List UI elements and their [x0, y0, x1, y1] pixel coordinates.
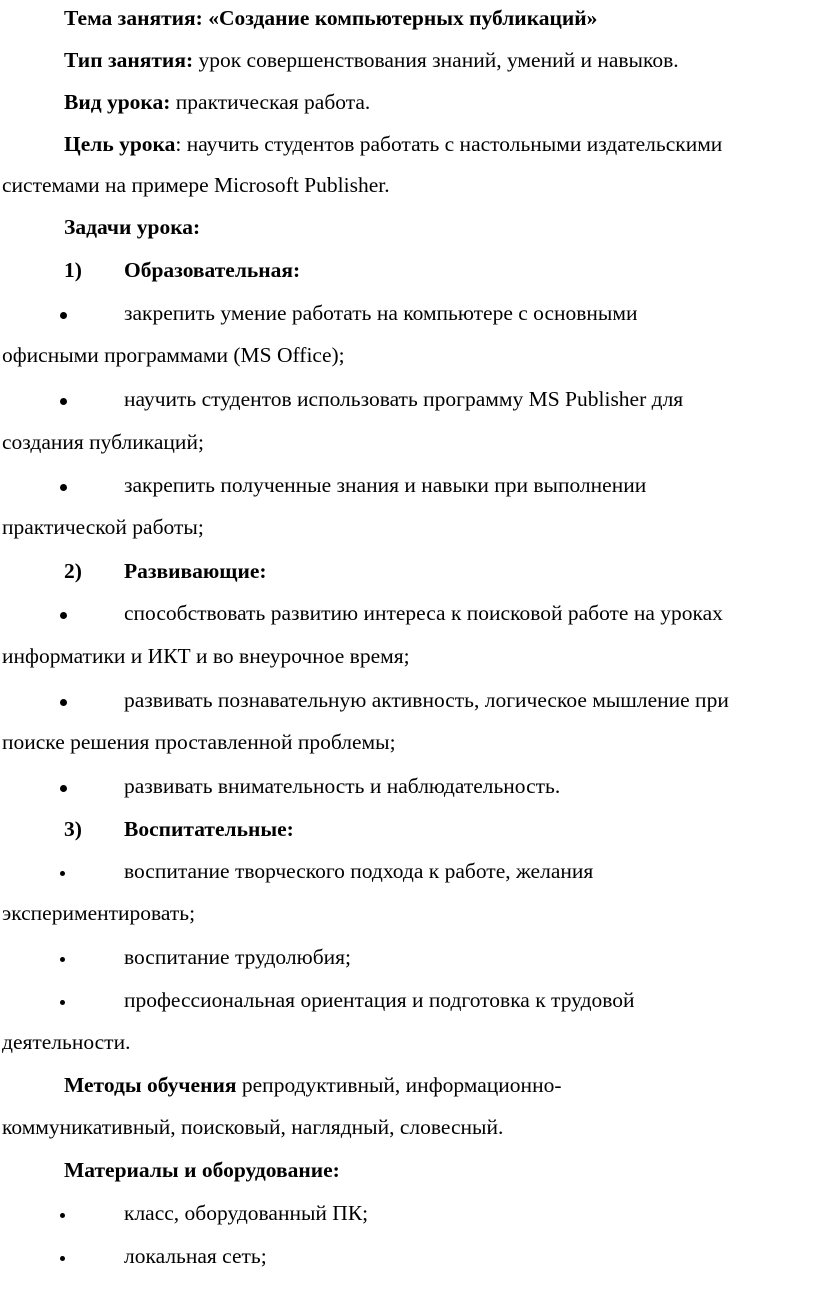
section-1-item-1-line1: закрепить умение работать на компьютере с основными	[124, 301, 638, 325]
goal-line	[64, 131, 722, 157]
section-1-item-2-line1: научить студентов использовать программу MS Publisher для	[124, 387, 684, 411]
goal-label: Цель урока	[64, 132, 176, 156]
bullet-icon	[60, 987, 65, 1013]
methods-text-line1: репродуктивный, информационно-	[236, 1073, 562, 1097]
section-1-item-1-line2: офисными программами (MS Office);	[2, 343, 345, 367]
section-1-item-3-line1: закрепить полученные знания и навыки при выполнении	[124, 473, 647, 497]
section-1-title: Образовательная:	[124, 258, 301, 282]
section-1-number: 1)	[64, 258, 82, 282]
bullet-icon	[60, 858, 65, 884]
methods-label: Методы обучения	[64, 1073, 237, 1097]
section-3-item-2-line1: воспитание трудолюбия;	[124, 945, 351, 969]
bullet-icon	[60, 773, 67, 799]
section-2-number: 2)	[64, 559, 82, 583]
methods-text-line2: коммуникативный, поисковый, наглядный, словесный.	[2, 1115, 504, 1139]
section-3-item-3-line2: деятельности.	[2, 1030, 131, 1054]
type-label: Тип занятия:	[64, 48, 194, 72]
section-2-item-2-line2: поиске решения проставленной проблемы;	[2, 730, 396, 754]
bullet-icon	[60, 944, 65, 970]
materials-heading: Материалы и оборудование:	[64, 1158, 340, 1182]
bullet-icon	[60, 687, 67, 713]
topic-label: Тема занятия:	[64, 6, 203, 30]
section-1-item-2-line2: создания публикаций;	[2, 430, 204, 454]
kind-value: практическая работа.	[175, 90, 371, 114]
section-2-title: Развивающие:	[124, 559, 267, 583]
section-3-item-1-line1: воспитание творческого подхода к работе, желания	[124, 859, 594, 883]
goal-text-line2: системами на примере Microsoft Publisher.	[2, 173, 390, 197]
type-value: урок совершенствования знаний, умений и навыков.	[198, 48, 679, 72]
materials-item-1: класс, оборудованный ПК;	[124, 1201, 369, 1225]
section-2-item-2-line1: развивать познавательную активность, логическое мышление при	[124, 688, 729, 712]
bullet-icon	[60, 1243, 65, 1269]
section-3-item-1-line2: экспериментировать;	[2, 901, 196, 925]
bullet-icon	[60, 386, 67, 412]
methods-line	[64, 1072, 561, 1098]
bullet-icon	[60, 300, 67, 326]
bullet-icon	[60, 1200, 65, 1226]
topic-value: «Создание компьютерных публикаций»	[208, 6, 598, 30]
section-2-item-3-line1: развивать внимательность и наблюдательность.	[124, 774, 561, 798]
section-3-item-3-line1: профессиональная ориентация и подготовка к трудовой	[124, 988, 635, 1012]
section-3-title: Воспитательные:	[124, 817, 294, 841]
materials-item-2: локальная сеть;	[124, 1244, 267, 1268]
section-3-number: 3)	[64, 817, 82, 841]
tasks-heading: Задачи урока:	[64, 215, 201, 239]
topic-line	[64, 5, 597, 31]
kind-label: Вид урока:	[64, 90, 171, 114]
section-2-item-1-line1: способствовать развитию интереса к поисковой работе на уроках	[124, 601, 723, 625]
bullet-icon	[60, 600, 67, 626]
kind-line	[64, 89, 370, 115]
section-2-item-1-line2: информатики и ИКТ и во внеурочное время;	[2, 644, 410, 668]
type-line	[64, 47, 679, 73]
goal-text-line1: : научить студентов работать с настольными издательскими	[175, 132, 723, 156]
section-1-item-3-line2: практической работы;	[2, 515, 204, 539]
bullet-icon	[60, 472, 67, 498]
